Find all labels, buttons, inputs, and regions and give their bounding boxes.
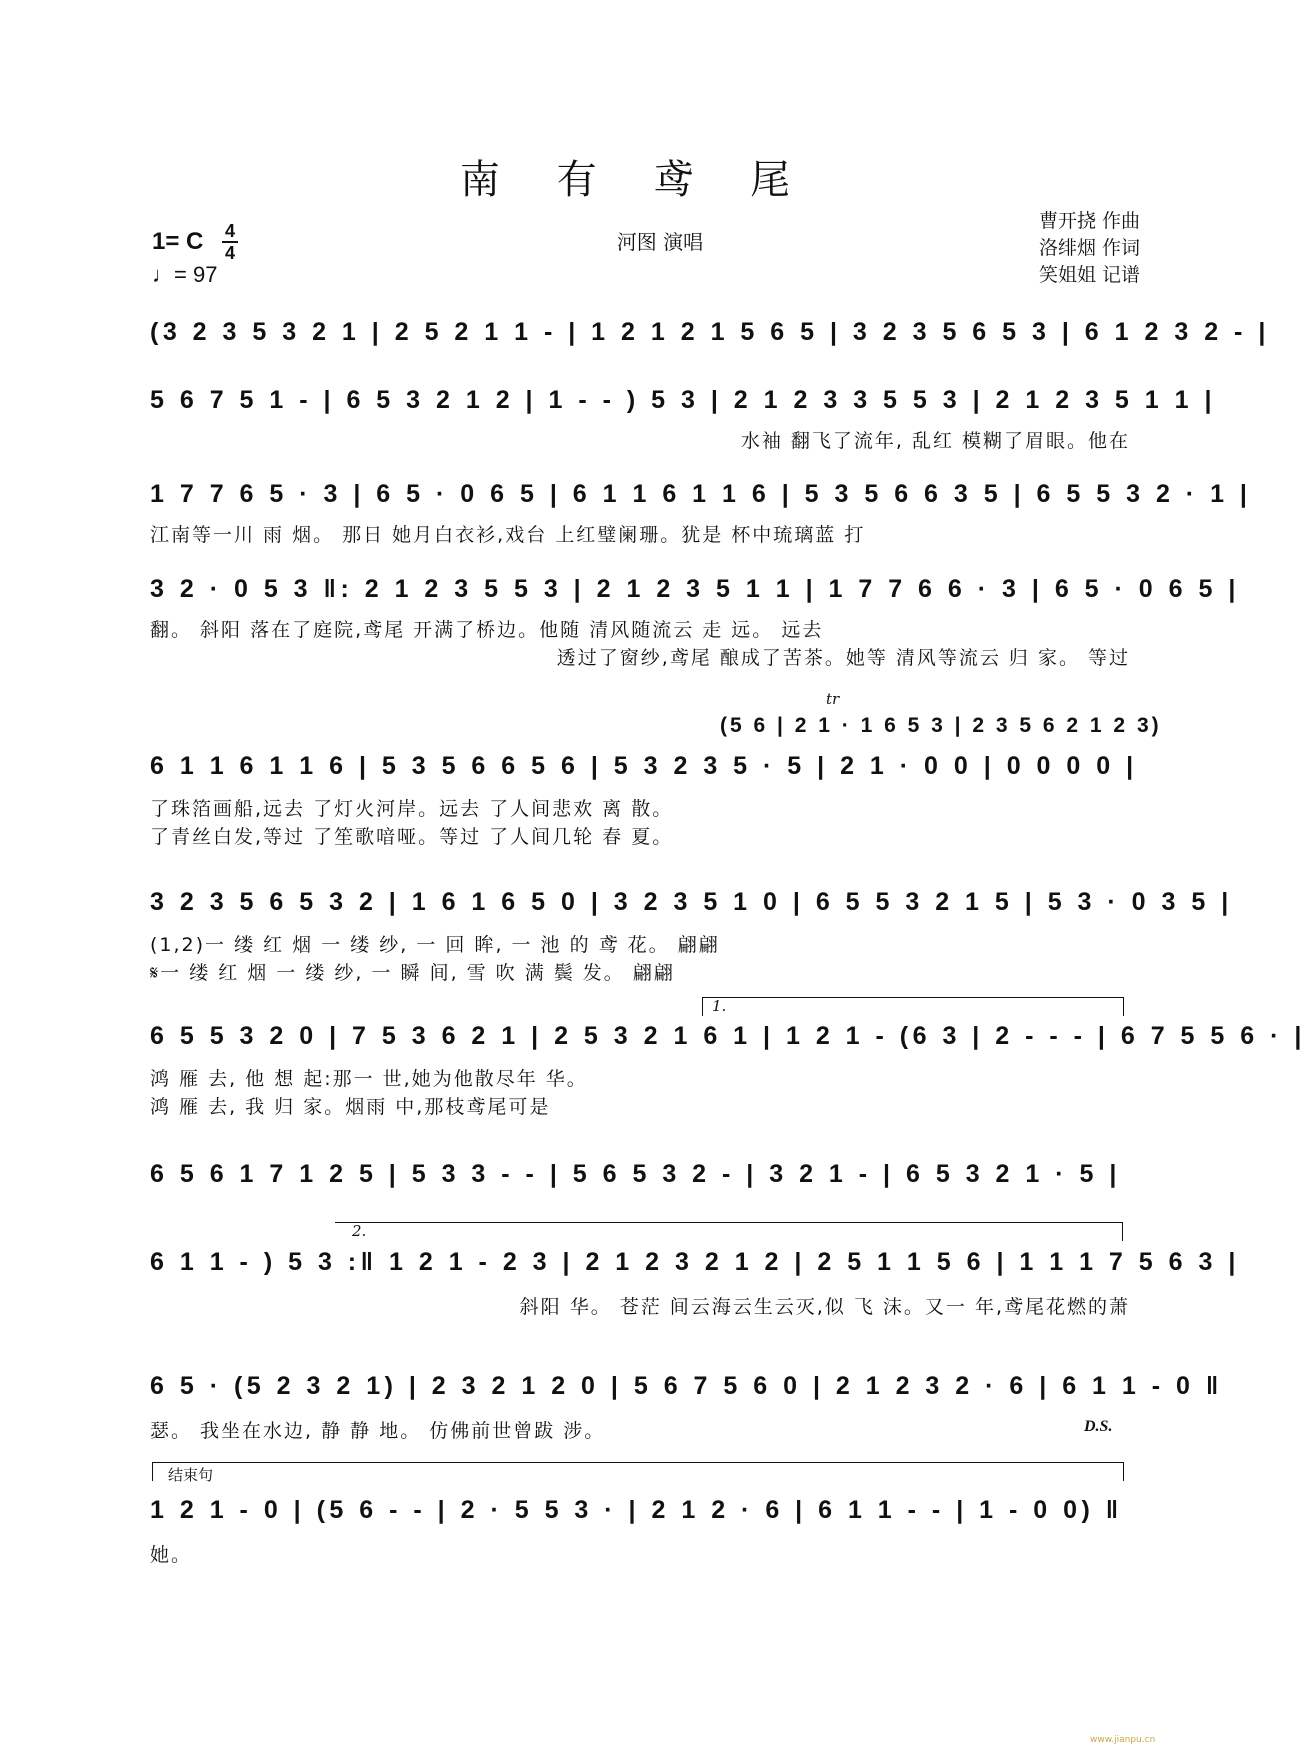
time-signature-top: 4 (224, 221, 235, 241)
notes-line: 6 5 6 1 7 1 2 5 | 5 3 3 - - | 5 6 5 3 2 - | 3 2 1 - | 6 5 3 2 1 · 5 | (150, 1160, 1121, 1188)
first-ending-bracket (702, 997, 1124, 1016)
notes-line: 6 5 5 3 2 0 | 7 5 3 6 2 1 | 2 5 3 2 1 6 1 | 1 2 1 - (6 3 | 2 - - - | 6 7 5 5 6 · | (150, 1022, 1306, 1050)
notes-line: 6 5 · (5 2 3 2 1) | 2 3 2 1 2 0 | 5 6 7 5 6 0 | 2 1 2 3 2 · 6 | 6 1 1 - 0 ‖ (150, 1372, 1223, 1400)
notes-line: 3 2 · 0 5 3 ‖: 2 1 2 3 5 5 3 | 2 1 2 3 5 1 1 | 1 7 7 6 6 · 3 | 6 5 · 0 6 5 | (150, 575, 1240, 603)
lyrics-line-2: 鸿 雁 去, 我 归 家。烟雨 中,那枝鸢尾可是 (150, 1096, 551, 1118)
lyrics-line: 瑟。 我坐在水边, 静 静 地。 仿佛前世曾跋 涉。 (150, 1420, 606, 1442)
tempo-marking: ♩= 97 (152, 262, 218, 287)
lyrics-line: 水袖 翻飞了流年, 乱红 模糊了眉眼。他在 (740, 430, 1130, 452)
lyrics-line: 江南等一川 雨 烟。 那日 她月白衣衫,戏台 上红璧阑珊。犹是 杯中琉璃蓝 打 (150, 524, 866, 546)
lyrics-line-1: 翻。 斜阳 落在了庭院,鸢尾 开满了桥边。他随 清风随流云 走 远。 远去 (150, 619, 824, 641)
song-title: 南 有 鸢 尾 (459, 157, 813, 203)
lyrics-line-1: (1,2)一 缕 红 烟 一 缕 纱, 一 回 眸, 一 池 的 鸢 花。 翩翩 (150, 934, 720, 956)
watermark-footer: www.jianpu.cn (1090, 1735, 1156, 1745)
coda-bracket (152, 1462, 1124, 1481)
notes-line: 1 2 1 - 0 | (5 6 - - | 2 · 5 5 3 · | 2 1 2 · 6 | 6 1 1 - - | 1 - 0 0) ‖ (150, 1496, 1123, 1524)
time-signature-bottom: 4 (224, 243, 235, 263)
notes-line: (3 2 3 5 3 2 1 | 2 5 2 1 1 - | 1 2 1 2 1 5 6 5 | 3 2 3 5 6 5 3 | 6 1 2 3 2 - | (150, 318, 1270, 346)
time-signature (222, 222, 238, 262)
interlude-notes: (5 6 | 2 1 · 1 6 5 3 | 2 3 5 6 2 1 2 3) (720, 714, 1162, 737)
first-ending-label: 1. (712, 997, 727, 1015)
dal-segno-mark: D.S. (1084, 1418, 1113, 1435)
notes-line: 5 6 7 5 1 - | 6 5 3 2 1 2 | 1 - - ) 5 3 | 2 1 2 3 3 5 5 3 | 2 1 2 3 5 1 1 | (150, 386, 1216, 414)
lyrics-line-1: 了珠箔画船,远去 了灯火河岸。远去 了人间悲欢 离 散。 (150, 798, 674, 820)
credits (1000, 208, 1140, 289)
key-signature: 1= C (152, 228, 204, 255)
trill-mark: tr (826, 690, 840, 708)
lyrics-line-2: 𝄋一 缕 红 烟 一 缕 纱, 一 瞬 间, 雪 吹 满 鬓 发。 翩翩 (150, 962, 675, 984)
second-ending-label: 2. (352, 1222, 367, 1240)
notes-line: 6 1 1 - ) 5 3 :‖ 1 2 1 - 2 3 | 2 1 2 3 2 1 2 | 2 5 1 1 5 6 | 1 1 1 7 5 6 3 | (150, 1248, 1240, 1276)
transcriber-credit: 笑姐姐 记谱 (1038, 264, 1140, 286)
lyrics-line-2: 透过了窗纱,鸢尾 酿成了苦茶。她等 清风等流云 归 家。 等过 (556, 647, 1130, 669)
composer-credit: 曹开挠 作曲 (1038, 210, 1140, 232)
notes-line: 3 2 3 5 6 5 3 2 | 1 6 1 6 5 0 | 3 2 3 5 1 0 | 6 5 5 3 2 1 5 | 5 3 · 0 3 5 | (150, 888, 1233, 916)
lyrics-line-2: 了青丝白发,等过 了笙歌喑哑。等过 了人间几轮 春 夏。 (150, 826, 674, 848)
notes-line: 1 7 7 6 5 · 3 | 6 5 · 0 6 5 | 6 1 1 6 1 1 6 | 5 3 5 6 6 3 5 | 6 5 5 3 2 · 1 | (150, 480, 1252, 508)
lyrics-line: 她。 (150, 1544, 193, 1566)
singer-credit: 河图 演唱 (616, 230, 704, 254)
lyrics-line-1: 鸿 雁 去, 他 想 起:那一 世,她为他散尽年 华。 (150, 1068, 588, 1090)
coda-label: 结束句 (168, 1466, 214, 1484)
lyrics-line: 斜阳 华。 苍茫 间云海云生云灭,似 飞 沫。又一 年,鸢尾花燃的萧 (519, 1296, 1130, 1318)
lyricist-credit: 洛绯烟 作词 (1038, 237, 1140, 259)
second-ending-bracket (335, 1222, 1123, 1241)
notes-line: 6 1 1 6 1 1 6 | 5 3 5 6 6 5 6 | 5 3 2 3 5 · 5 | 2 1 · 0 0 | 0 0 0 0 | (150, 752, 1138, 780)
